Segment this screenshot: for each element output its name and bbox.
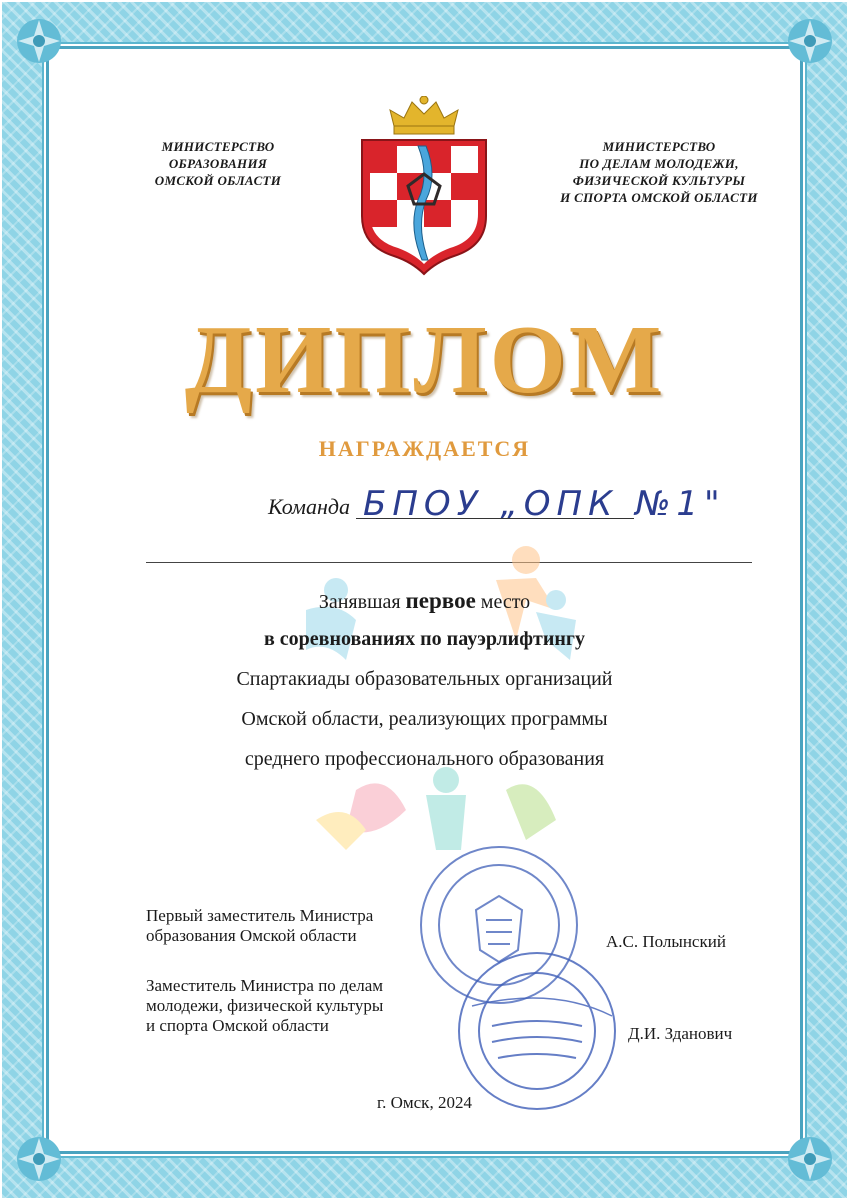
diploma-title: ДИПЛОМ: [184, 306, 665, 414]
signatory-2-name: Д.И. Зданович: [628, 1024, 733, 1043]
ministry-sport-header: МИНИСТЕРСТВО ПО ДЕЛАМ МОЛОДЕЖИ, ФИЗИЧЕСКОЙ КУЛЬТУРЫ И СПОРТА ОМСКОЙ ОБЛАСТИ: [560, 139, 758, 205]
team-underline: [356, 518, 634, 519]
signatory-1-name: А.С. Полынский: [606, 932, 726, 951]
city-year: г. Омск, 2024: [377, 1093, 472, 1112]
signatory-2-position: Заместитель Министра по делам молодежи, физической культуры и спорта Омской области: [146, 976, 384, 1035]
signatory-1-position: Первый заместитель Министра образования Омской области: [146, 906, 374, 945]
corner-ornament-icon: [781, 12, 839, 70]
competition-line: в соревнованиях по пауэрлифтингу: [263, 628, 585, 650]
awarded-heading: НАГРАЖДАЕТСЯ: [318, 436, 531, 461]
corner-ornament-icon: [10, 1130, 68, 1188]
place-line-post: место: [475, 591, 531, 613]
place-line-pre: Занявшая: [318, 591, 406, 613]
ministry-education-header: МИНИСТЕРСТВО ОБРАЗОВАНИЯ ОМСКОЙ ОБЛАСТИ: [154, 139, 282, 188]
place-line: [0, 588, 849, 614]
place-value: первое: [405, 588, 476, 613]
team-name-handwritten: БПОУ „ОПК №1": [363, 484, 726, 524]
spartakiad-line: Спартакиады образовательных организаций: [236, 668, 613, 690]
corner-ornament-icon: [10, 12, 68, 70]
team-label: Команда: [268, 494, 351, 519]
education-line: среднего профессионального образования: [244, 748, 605, 770]
region-line: Омской области, реализующих программы: [241, 708, 608, 730]
coat-of-arms-icon: [356, 96, 492, 280]
ministry-stamp-icon: [452, 946, 622, 1116]
corner-ornament-icon: [781, 1130, 839, 1188]
